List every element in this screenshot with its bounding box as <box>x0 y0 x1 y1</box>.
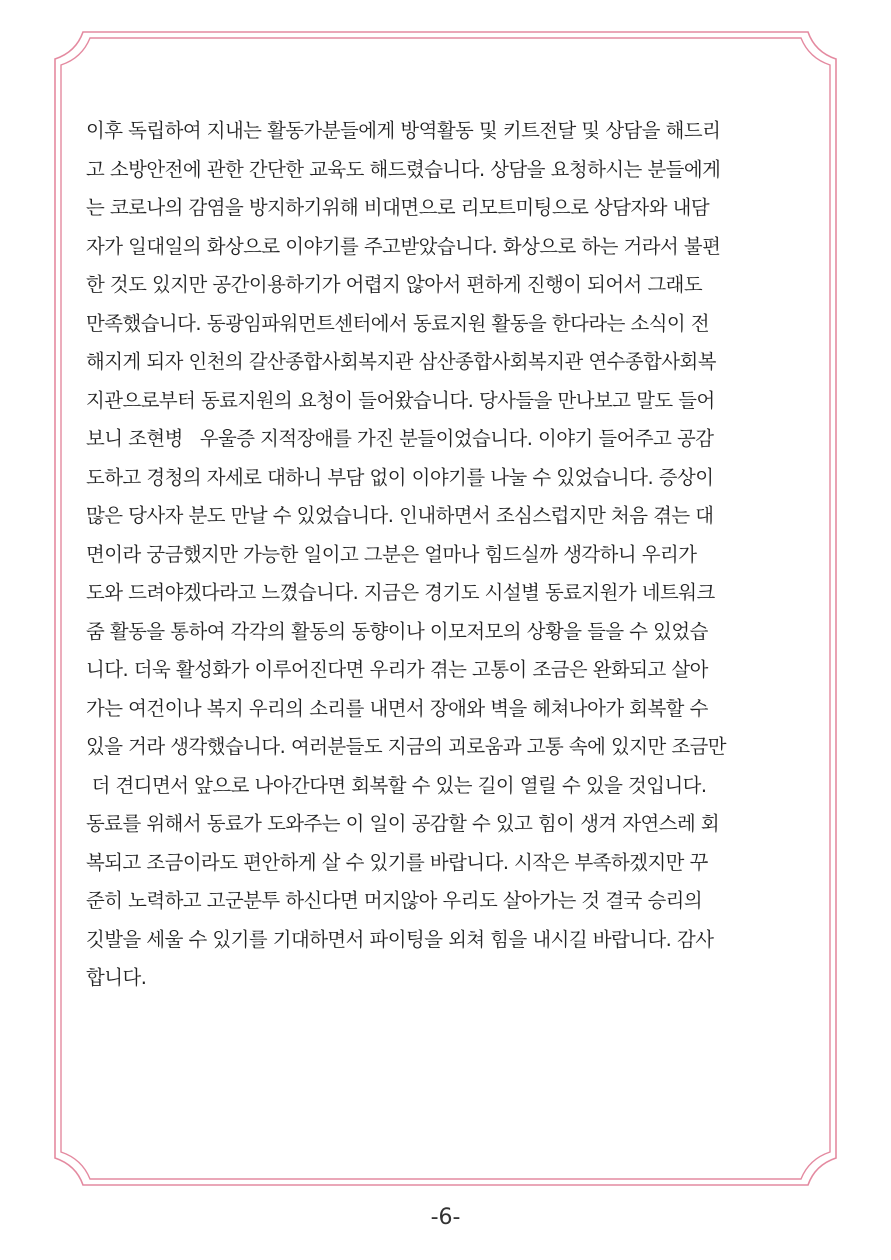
text-line: 는 코로나의 감염을 방지하기위해 비대면으로 리모트미팅으로 상담자와 내담 <box>86 196 710 219</box>
text-line: 한 것도 있지만 공간이용하기가 어렵지 않아서 편하게 진행이 되어서 그래도 <box>86 273 703 296</box>
text-line: 동료를 위해서 동료가 도와주는 이 일이 공감할 수 있고 힘이 생겨 자연스레 회 <box>86 812 720 835</box>
text-line: 줌 활동을 통하여 각각의 활동의 동향이나 이모저모의 상황을 들을 수 있었습 <box>86 619 708 643</box>
text-line: 자가 일대일의 화상으로 이야기를 주고받았습니다. 화상으로 하는 거라서 불편 <box>86 234 721 258</box>
text-line: 있을 거라 생각했습니다. 여러분들도 지금의 괴로움과 고통 속에 있지만 조금만 <box>86 735 727 758</box>
text-line: 면이라 궁금했지만 가능한 일이고 그분은 얼마나 힘드실까 생각하니 우리가 <box>86 542 697 566</box>
text-line: 보니 조현병 우울증 지적장애를 가진 분들이었습니다. 이야기 들어주고 공감 <box>86 427 714 450</box>
text-line: 지관으로부터 동료지원의 요청이 들어왔습니다. 당사들을 만나보고 말도 들어 <box>86 388 715 412</box>
text-line: 해지게 되자 인천의 갈산종합사회복지관 삼산종합사회복지관 연수종합사회복 <box>86 350 716 373</box>
text-line: 깃발을 세울 수 있기를 기대하면서 파이팅을 외쳐 힘을 내시길 바랍니다. 감사 <box>86 927 714 951</box>
text-line: 가는 여건이나 복지 우리의 소리를 내면서 장애와 벽을 헤쳐나아가 회복할 수 <box>86 696 708 720</box>
text-line: 니다. 더욱 활성화가 이루어진다면 우리가 겪는 고통이 조금은 완화되고 살아 <box>86 658 708 681</box>
text-line: 많은 당사자 분도 만날 수 있었습니다. 인내하면서 조심스럽지만 처음 겪는 대 <box>86 504 714 527</box>
page-number: -6- <box>430 1205 461 1230</box>
body-text <box>86 112 808 998</box>
text-line: 만족했습니다. 동광임파워먼트센터에서 동료지원 활동을 한다라는 소식이 전 <box>86 311 710 335</box>
text-line: 도하고 경청의 자세로 대하니 부담 없이 이야기를 나눌 수 있었습니다. 증상이 <box>86 465 714 489</box>
text-line: 더 견디면서 앞으로 나아간다면 회복할 수 있는 길이 열릴 수 있을 것입니다. <box>86 773 707 797</box>
text-line: 고 소방안전에 관한 간단한 교육도 해드렸습니다. 상담을 요청하시는 분들에게 <box>86 157 721 181</box>
text-line: 복되고 조금이라도 편안하게 살 수 있기를 바랍니다. 시작은 부족하겠지만 꾸 <box>86 850 708 874</box>
text-line: 합니다. <box>86 966 147 989</box>
text-line: 이후 독립하여 지내는 활동가분들에게 방역활동 및 키트전달 및 상담을 해드리 <box>86 119 721 142</box>
text-line: 준히 노력하고 고군분투 하신다면 머지않아 우리도 살아가는 것 결국 승리의 <box>86 889 703 912</box>
text-line: 도와 드려야겠다라고 느꼈습니다. 지금은 경기도 시설별 동료지원가 네트워크 <box>86 581 715 604</box>
